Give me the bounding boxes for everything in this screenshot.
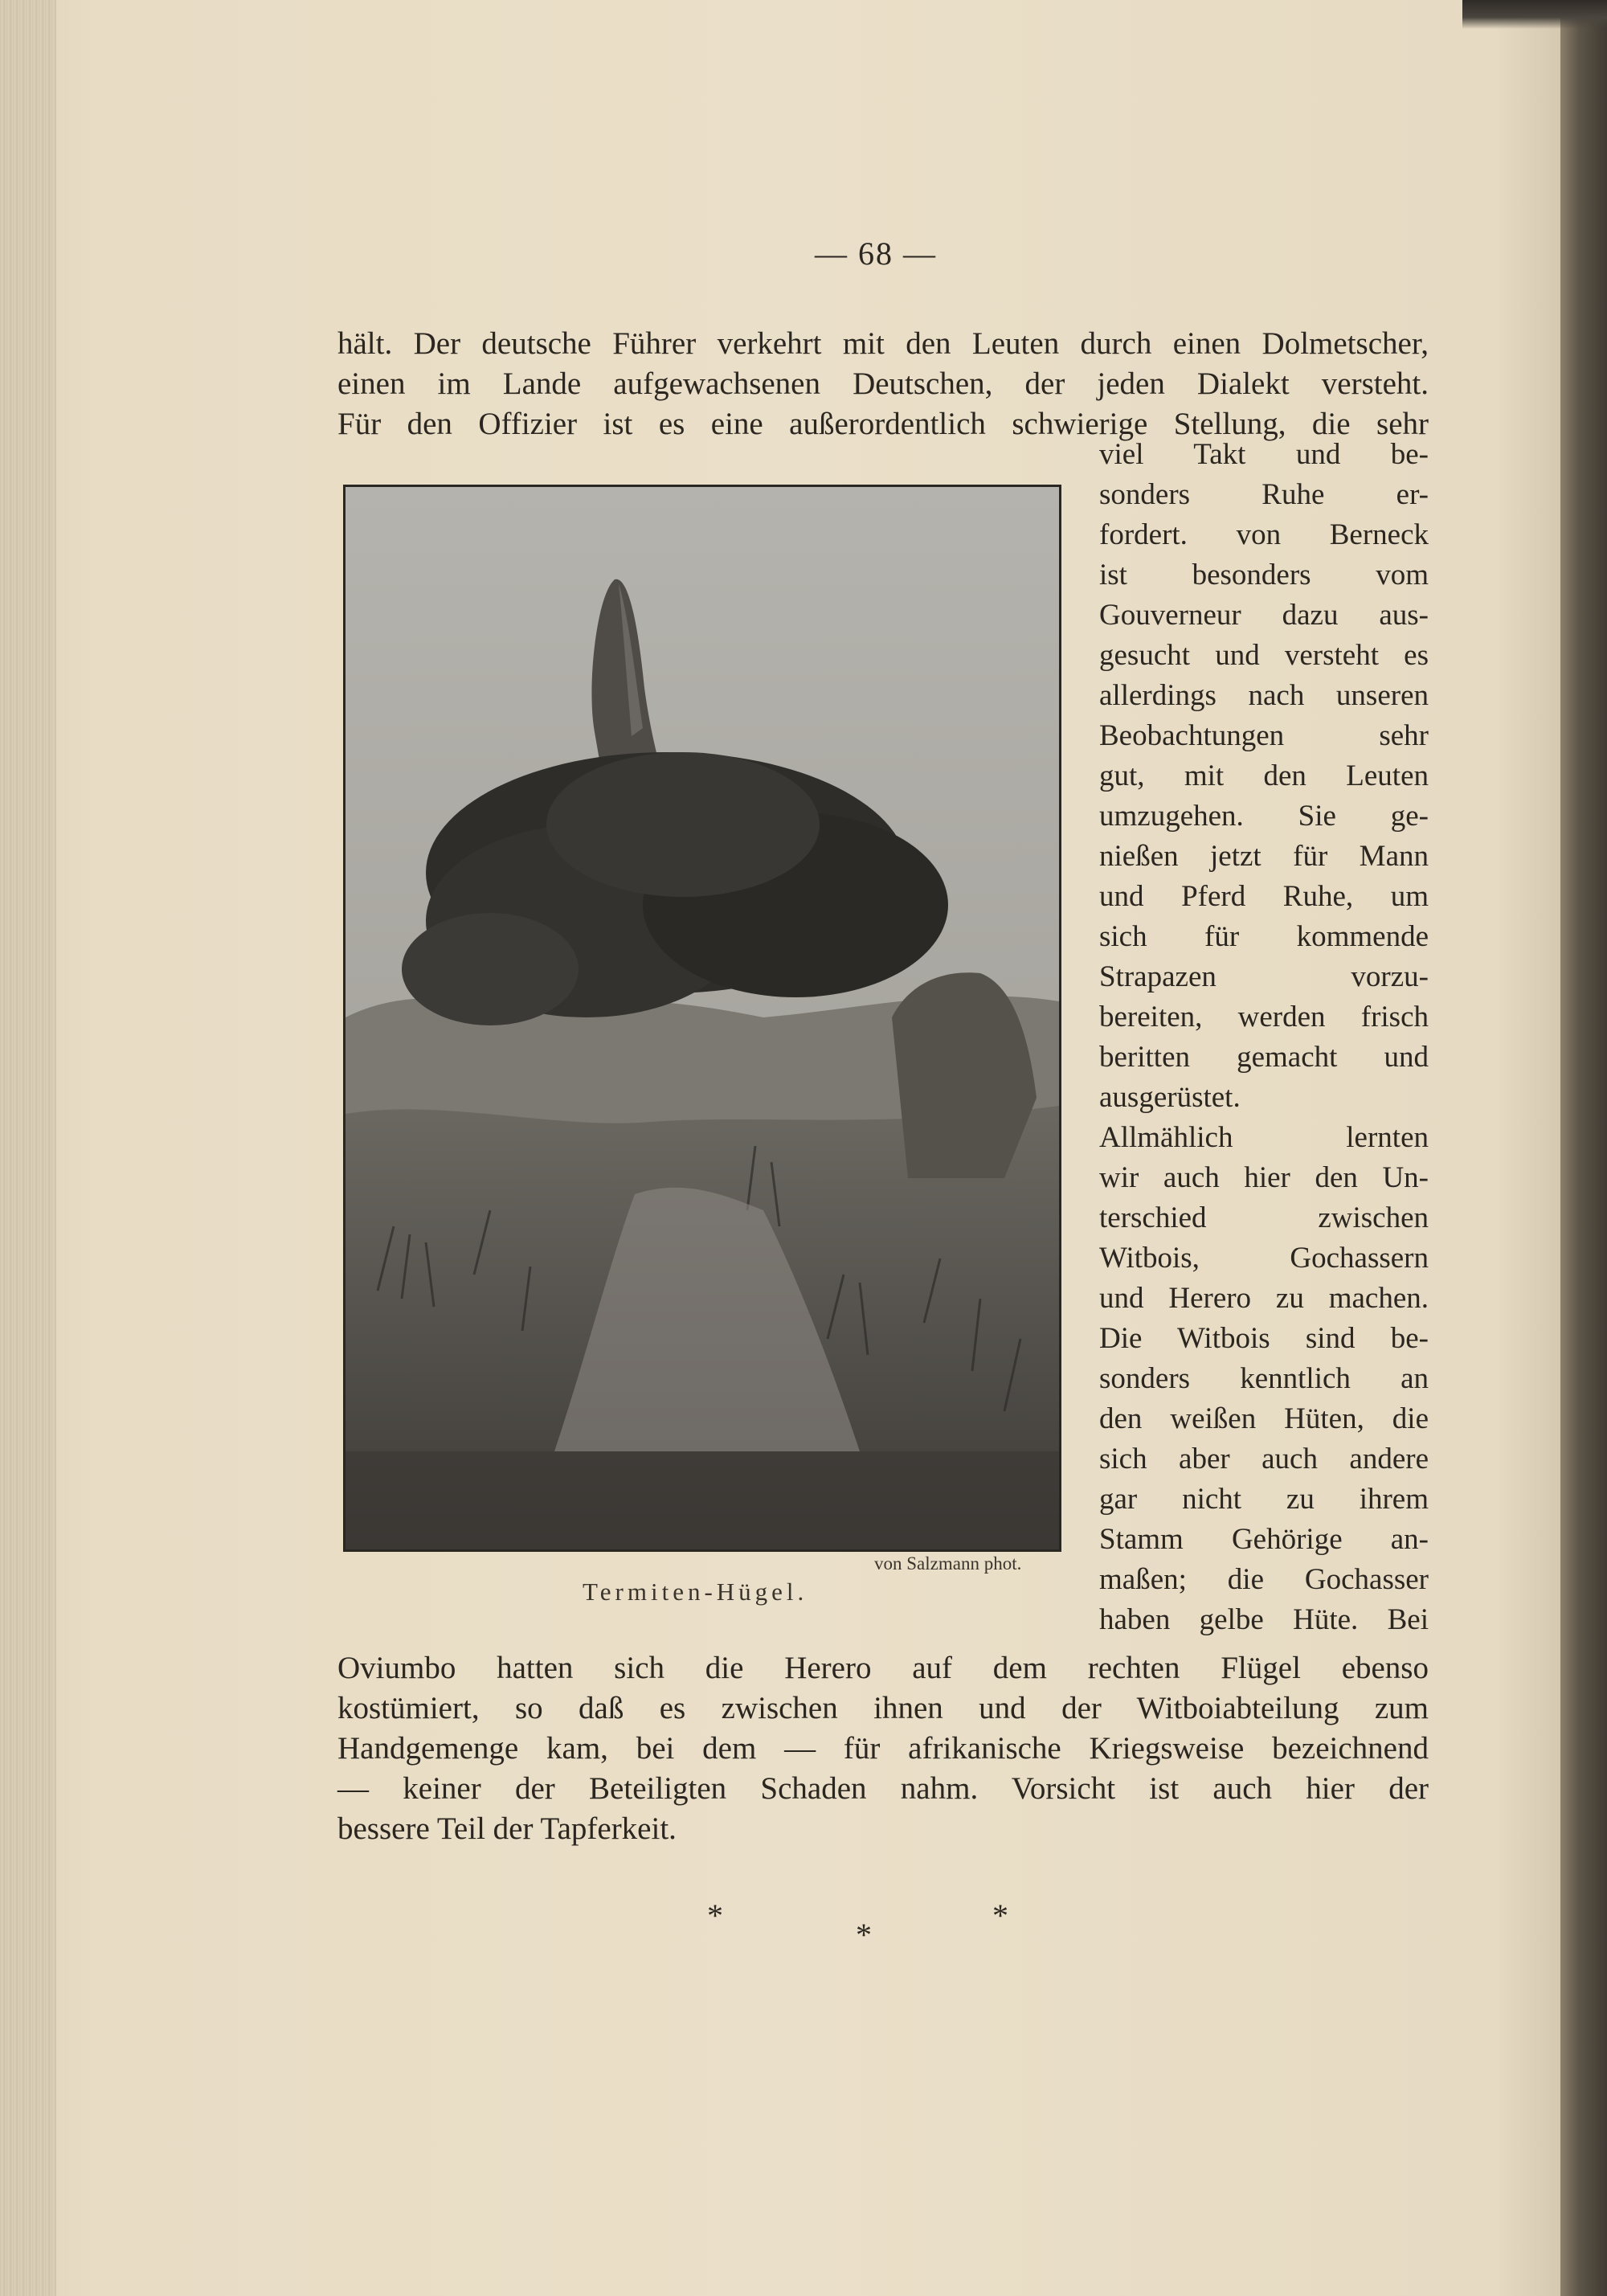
text-line: allerdings nach unseren bbox=[1099, 679, 1429, 712]
text-line: gar nicht zu ihrem bbox=[1099, 1483, 1429, 1516]
text-line: kostümiert, so daß es zwischen ihnen und der Witboiabteilung zum bbox=[337, 1691, 1429, 1725]
text-line: Gouverneur dazu aus- bbox=[1099, 599, 1429, 632]
figure-caption: Termiten-Hügel. bbox=[583, 1578, 808, 1606]
text-line: gesucht und versteht es bbox=[1099, 639, 1429, 672]
text-line: Strapazen vorzu- bbox=[1099, 960, 1429, 993]
page-number: — 68 — bbox=[815, 235, 937, 272]
text-line: Allmählich lernten bbox=[1099, 1121, 1429, 1154]
text-line: bereiten, werden frisch bbox=[1099, 1001, 1429, 1033]
photo-credit: von Salzmann phot. bbox=[874, 1553, 1022, 1574]
termite-mound-photo bbox=[343, 485, 1061, 1552]
text-line: Beobachtungen sehr bbox=[1099, 719, 1429, 752]
text-line: Die Witbois sind be- bbox=[1099, 1322, 1429, 1355]
text-line: den weißen Hüten, die bbox=[1099, 1402, 1429, 1435]
text-line: umzugehen. Sie ge- bbox=[1099, 800, 1429, 833]
text-line: und Pferd Ruhe, um bbox=[1099, 880, 1429, 913]
text-line: wir auch hier den Un- bbox=[1099, 1161, 1429, 1194]
book-cover-corner bbox=[1462, 0, 1607, 29]
section-separator bbox=[707, 1897, 1012, 1969]
text-line: Oviumbo hatten sich die Herero auf dem rechten Flügel ebenso bbox=[337, 1651, 1429, 1685]
asterisk: * bbox=[856, 1917, 872, 1953]
text-line: terschied zwischen bbox=[1099, 1201, 1429, 1234]
asterisk: * bbox=[707, 1897, 723, 1934]
text-line: sonders kenntlich an bbox=[1099, 1362, 1429, 1395]
text-line: bessere Teil der Tapferkeit. bbox=[337, 1811, 677, 1846]
text-line: maßen; die Gochasser bbox=[1099, 1563, 1429, 1596]
text-line: ist besonders vom bbox=[1099, 559, 1429, 591]
text-line: ausgerüstet. bbox=[1099, 1081, 1241, 1114]
text-line: sich für kommende bbox=[1099, 920, 1429, 953]
photo-illustration bbox=[346, 487, 1059, 1549]
text-line: gut, mit den Leuten bbox=[1099, 759, 1429, 792]
text-line: haben gelbe Hüte. Bei bbox=[1099, 1603, 1429, 1636]
text-line: und Herero zu machen. bbox=[1099, 1282, 1429, 1315]
text-line: viel Takt und be- bbox=[1099, 438, 1429, 471]
text-line: sonders Ruhe er- bbox=[1099, 478, 1429, 511]
text-line: beritten gemacht und bbox=[1099, 1041, 1429, 1074]
text-line: Witbois, Gochassern bbox=[1099, 1242, 1429, 1275]
text-line: Stamm Gehörige an- bbox=[1099, 1523, 1429, 1556]
asterisk: * bbox=[992, 1897, 1008, 1934]
text-line: fordert. von Berneck bbox=[1099, 518, 1429, 551]
text-line: Für den Offizier ist es eine außerordentlich schwierige Stellung, die sehr bbox=[337, 407, 1429, 441]
text-line: — keiner der Beteiligten Schaden nahm. Vorsicht ist auch hier der bbox=[337, 1771, 1429, 1806]
book-cover-edge bbox=[1560, 0, 1607, 2296]
text-line: sich aber auch andere bbox=[1099, 1443, 1429, 1475]
text-line: hält. Der deutsche Führer verkehrt mit den Leuten durch einen Dolmetscher, bbox=[337, 326, 1429, 361]
page-edges bbox=[0, 0, 56, 2296]
text-line: Handgemenge kam, bei dem — für afrikanische Kriegsweise bezeichnend bbox=[337, 1731, 1429, 1766]
text-line: nießen jetzt für Mann bbox=[1099, 840, 1429, 873]
text-line: einen im Lande aufgewachsenen Deutschen, der jeden Dialekt versteht. bbox=[337, 366, 1429, 401]
